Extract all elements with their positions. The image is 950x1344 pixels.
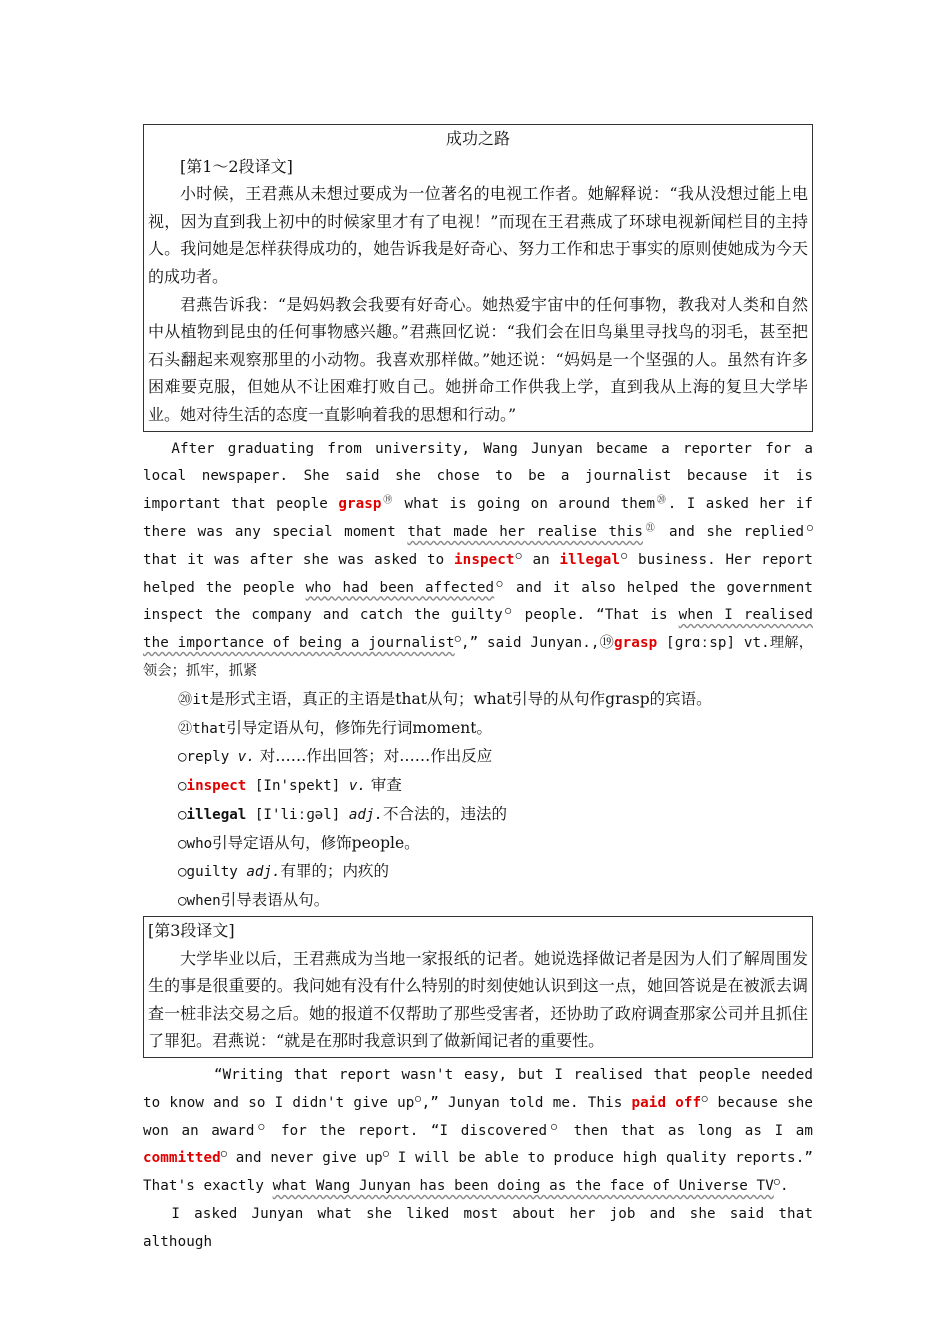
- translation-label: [第3段译文]: [148, 921, 235, 941]
- keyword-paid-off: paid off: [631, 1094, 702, 1111]
- keyword-inspect: inspect: [454, 551, 515, 568]
- underlined-clause: who had been affected: [305, 579, 495, 596]
- document-page: [143, 124, 813, 1257]
- underlined-clause: what Wang Junyan has been doing as the face of Universe TV: [272, 1178, 774, 1195]
- english-paragraph-3: After graduating from university, Wang Junyan became a reporter for a local newspaper. She said she chose to be a journalist because it is important that people grasp⑲ what is going on around them⑳. I asked her if there was any special moment that made her realise this$^㉑$ and she replied○ that it was after she was asked to inspect○ an illegal○ business. Her report helped the people who had been affected○ and it also helped the government inspect the company and catch the guilty○ people. “That is when I realised the importance of being a journalist○,” said Junyan.,⑲grasp [ɡrɑːsp] vt.理解，领会；抓牢，抓紧: [143, 440, 814, 679]
- note-item: ○when引导表语从句。: [178, 891, 330, 910]
- translation-paragraph-3: 大学毕业以后，王君燕成为当地一家报纸的记者。她说选择做记者是因为人们了解周围发生的事是很重要的。我问她有没有什么特别的时刻使她认识到这一点，她回答说是在被派去调查一桩非法交易之后。她的报道不仅帮助了那些受害者，还协助了政府调查那家公司并且抓住了罪犯。君燕说：“就是在那时我意识到了做新闻记者的重要性。: [148, 948, 808, 1051]
- english-paragraph-4: “Writing that report wasn't easy, but I realised that people needed to know and so I didn't give up○,” Junyan told me. This paid off○ because she won an award○ for the report. “I discovered○ then that as long as I am committed○ and never give up○ I will be able to produce high quality reports.” That's exactly what Wang Junyan has been doing as the face of Universe TV○.: [143, 1067, 814, 1195]
- note-item: ⑳it是形式主语，真正的主语是that从句；what引导的从句作grasp的宾语。: [178, 689, 712, 708]
- translation-box-1: [143, 124, 813, 432]
- gloss-grasp: grasp: [614, 635, 658, 652]
- translation-label: [第1～2段译文]: [180, 156, 293, 176]
- note-item: ○guilty adj.有罪的；内疚的: [178, 862, 390, 881]
- note-item: ○reply v. 对……作出回答；对……作出反应: [178, 747, 493, 766]
- keyword-illegal: illegal: [559, 551, 621, 568]
- keyword-committed: committed: [143, 1150, 221, 1167]
- underlined-clause: when I realised the importance of being a journalist: [143, 607, 813, 652]
- english-paragraph-5: I asked Junyan what she liked most about her job and she said that although: [143, 1206, 813, 1250]
- underlined-clause: that made her realise this: [407, 523, 644, 540]
- note-item: ○who引导定语从句，修饰people。: [178, 833, 420, 852]
- translation-box-2: [143, 916, 813, 1058]
- translation-paragraph-2: 君燕告诉我：“是妈妈教会我要有好奇心。她热爱宇宙中的任何事物，教我对人类和自然中从植物到昆虫的任何事物感兴趣。”君燕回忆说：“我们会在旧鸟巢里寻找鸟的羽毛，甚至把石头翻起来观察那里的小动物。我喜欢那样做。”她还说：“妈妈是一个坚强的人。虽然有许多困难要克服，但她从不让困难打败自己。她拼命工作供我上学，直到我从上海的复旦大学毕业。她对待生活的态度一直影响着我的思想和行动。”: [148, 294, 808, 424]
- section-title: 成功之路: [445, 129, 510, 148]
- note-item: ㉑that引导定语从句，修饰先行词moment。: [178, 718, 492, 737]
- note-item: ○inspect [In'spekt] v. 审查: [178, 776, 402, 795]
- notes-list: [143, 686, 813, 916]
- translation-paragraph-1: 小时候，王君燕从未想过要成为一位著名的电视工作者。她解释说：“我从没想过能上电视，因为直到我上初中的时候家里才有了电视！”而现在王君燕成了环球电视新闻栏目的主持人。我问她是怎样获得成功的，她告诉我是好奇心、努力工作和忠于事实的原则使她成为今天的成功者。: [148, 184, 808, 286]
- note-item: ○illegal [I'liːɡəl] adj.不合法的，违法的: [178, 804, 508, 823]
- keyword-grasp: grasp: [338, 496, 382, 513]
